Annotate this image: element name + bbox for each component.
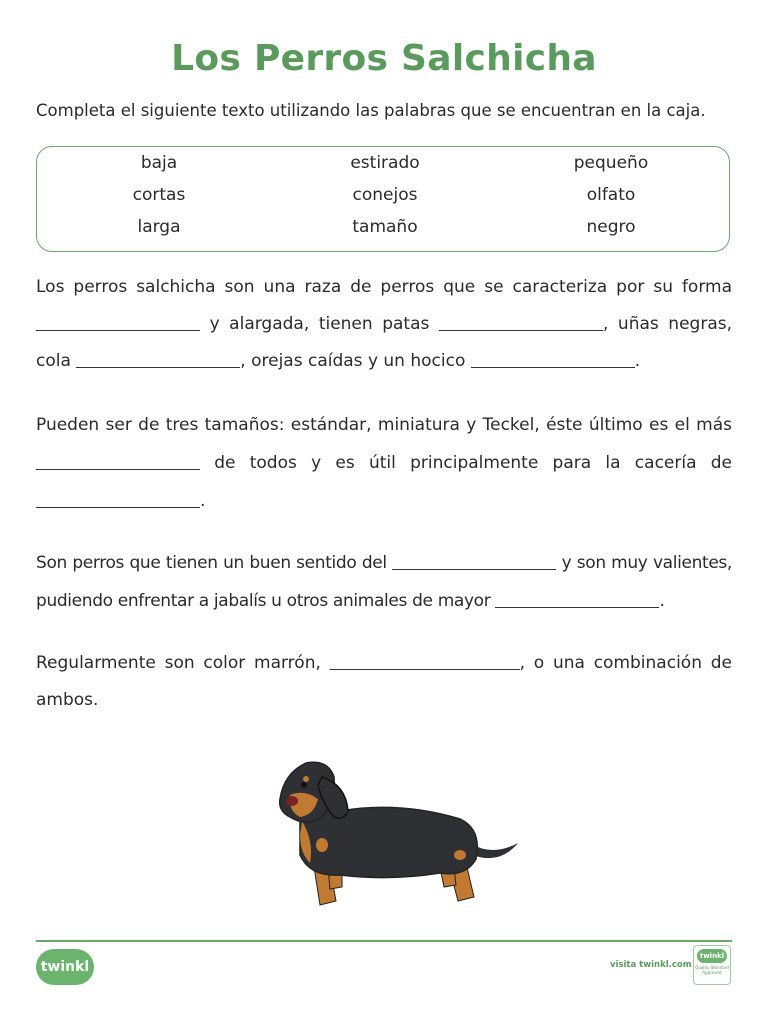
dachshund-illustration	[270, 755, 520, 915]
paragraph-1	[36, 269, 732, 380]
paragraph-text: Los perros salchicha son una raza de perros que se caracteriza por su forma	[36, 277, 732, 297]
word-bank-item: baja	[140, 153, 178, 173]
quality-badge	[693, 945, 731, 985]
visit-link[interactable]: visita twinkl.com	[610, 960, 692, 970]
badge-text: Quality Standard Approved	[695, 965, 729, 975]
worksheet-title: Los Perros Salchicha	[171, 38, 597, 79]
answer-blank[interactable]	[471, 350, 635, 368]
word-bank-item: conejos	[352, 185, 418, 205]
paragraph-text: Son perros que tienen un buen sentido del	[36, 553, 387, 573]
word-bank-item: estirado	[350, 153, 420, 173]
paragraph-text: y alargada, tienen patas	[209, 314, 430, 334]
paragraph-text: Regularmente son color marrón,	[36, 653, 321, 673]
paragraph-text: .	[200, 491, 206, 511]
instructions-text: Completa el siguiente texto utilizando las palabras que se encuentran en la caja.	[36, 101, 706, 120]
paragraph-text: , uñas negras,	[602, 314, 732, 334]
answer-blank[interactable]	[330, 652, 520, 670]
answer-blank[interactable]	[392, 552, 556, 570]
paragraph-3	[36, 544, 732, 620]
paragraph-text: cola	[36, 351, 71, 371]
paragraph-text: de todos y es útil principalmente para la cacería	[214, 453, 697, 473]
answer-blank[interactable]	[36, 452, 200, 470]
word-bank-item: cortas	[132, 185, 186, 205]
answer-blank[interactable]	[36, 313, 200, 331]
word-bank-item: tamaño	[352, 217, 418, 237]
paragraph-4	[36, 645, 732, 719]
footer-divider	[36, 940, 732, 942]
word-bank-item: negro	[586, 217, 636, 237]
paragraph-text: .	[634, 351, 641, 371]
paragraph-text: .	[659, 591, 665, 611]
paragraph-text: de	[710, 453, 732, 473]
word-bank-box	[36, 146, 730, 252]
answer-blank[interactable]	[76, 350, 240, 368]
paragraph-text: , o una combinación	[519, 653, 702, 673]
paragraph-text: , orejas caídas y un hocico	[240, 351, 466, 371]
answer-blank[interactable]	[495, 590, 659, 608]
badge-logo: twinkl	[697, 949, 727, 963]
paragraph-text: y son muy valientes,	[561, 553, 732, 573]
word-bank-item: pequeño	[573, 153, 649, 173]
word-bank-item: larga	[137, 217, 181, 237]
paragraph-text: Pueden ser de tres tamaños: estándar, miniatura y Teckel, éste último es el	[36, 415, 690, 435]
paragraph-text: más	[696, 415, 732, 435]
paragraph-text: pudiendo enfrentar a jabalís u otros animales de mayor	[36, 591, 491, 611]
answer-blank[interactable]	[36, 490, 200, 508]
answer-blank[interactable]	[439, 313, 603, 331]
paragraph-2	[36, 406, 732, 520]
word-bank-item: olfato	[586, 185, 636, 205]
twinkl-logo: twinkl	[36, 949, 94, 985]
paragraph-text: de ambos.	[36, 653, 732, 710]
